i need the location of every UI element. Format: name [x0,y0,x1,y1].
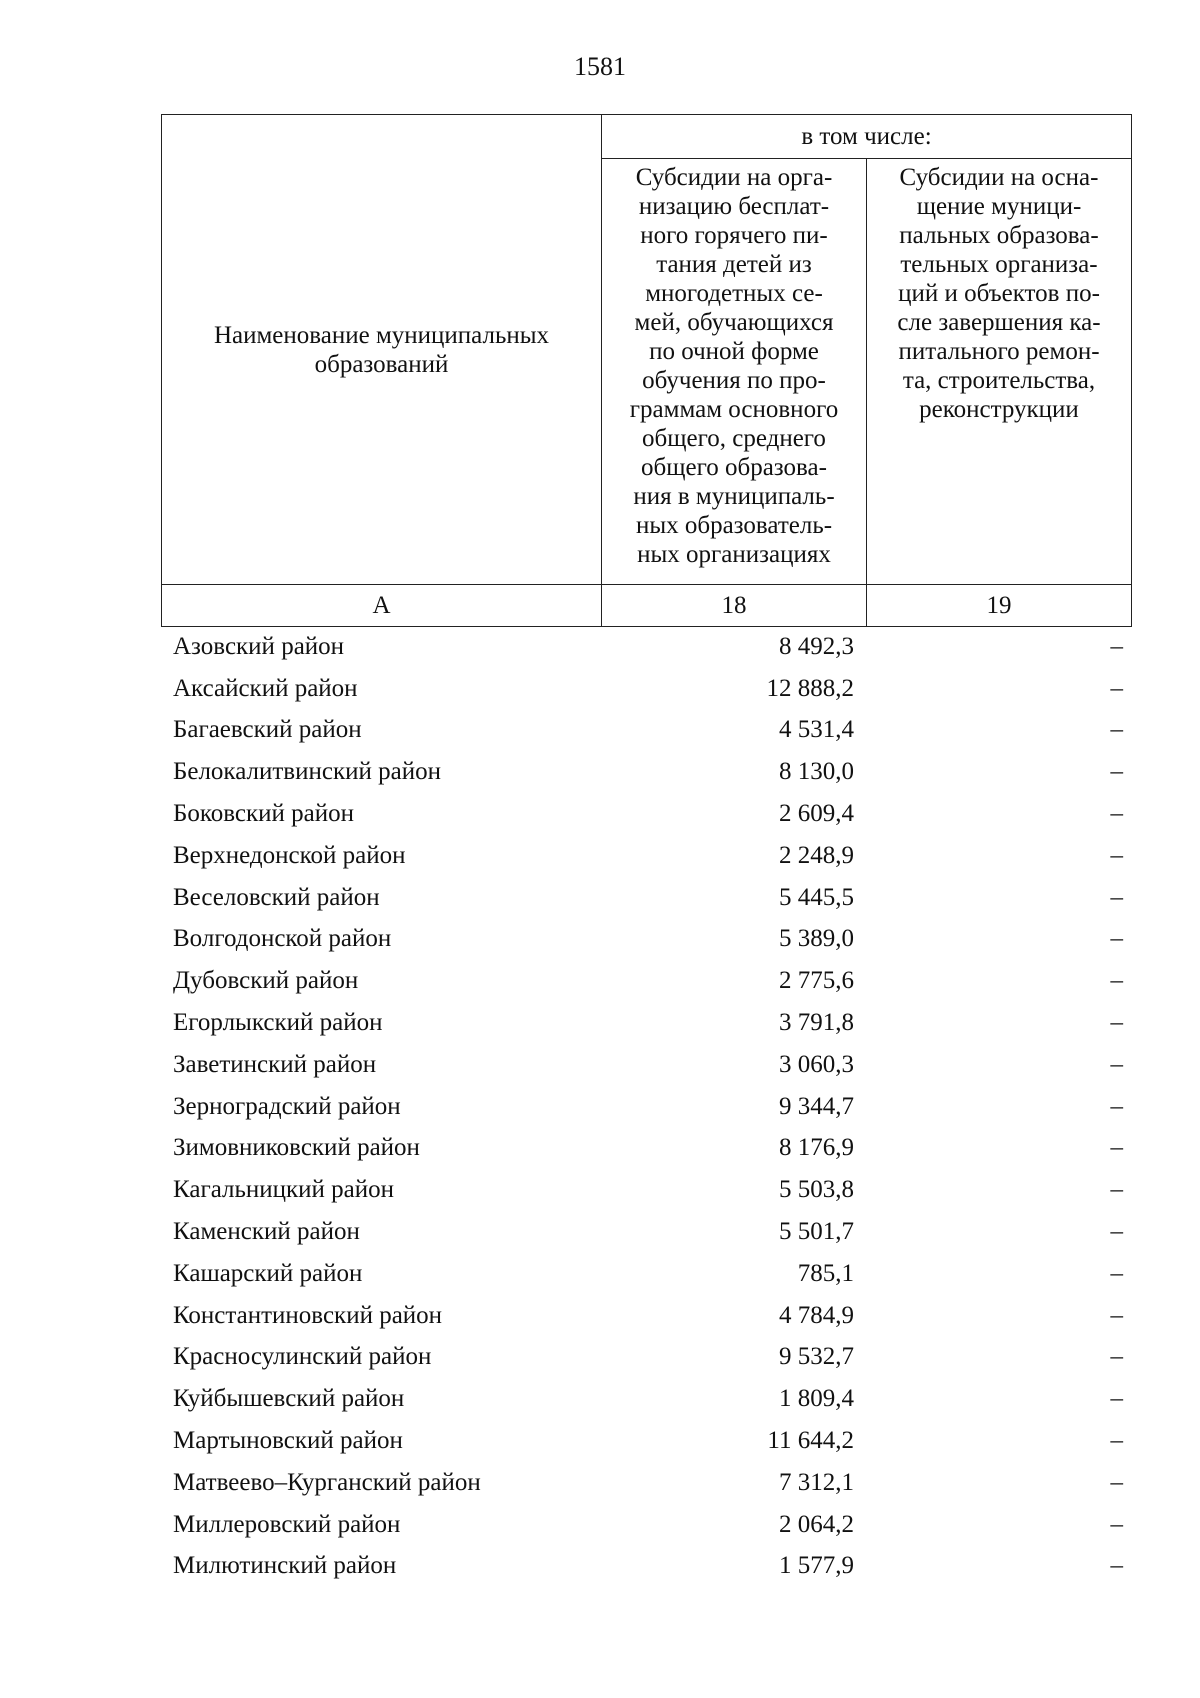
table-row [161,1086,1131,1128]
row-value-18: 9 532,7 [779,1343,854,1371]
row-value-19: – [1110,758,1123,786]
row-value-18: 4 531,4 [779,716,854,744]
row-value-18: 2 064,2 [779,1510,854,1538]
row-value-18: 2 609,4 [779,800,854,828]
table-row [161,1504,1131,1546]
page-number: 1581 [574,52,626,81]
column-index-18: 18 [602,585,867,627]
row-value-19: – [1110,1510,1123,1538]
row-value-18: 8 492,3 [779,632,854,660]
row-name: Аксайский район [173,674,358,702]
row-name: Егорлыкский район [173,1009,383,1037]
row-value-18: 5 389,0 [779,925,854,953]
table-row [161,1253,1131,1295]
row-name: Куйбышевский район [173,1385,405,1413]
column-index-a: А [162,585,602,627]
row-value-19: – [1110,674,1123,702]
row-value-19: – [1110,800,1123,828]
row-name: Миллеровский район [173,1510,401,1538]
row-value-18: 11 644,2 [767,1427,854,1455]
row-value-19: – [1110,1009,1123,1037]
row-name: Зимовниковский район [173,1134,420,1162]
row-name: Белокалитвинский район [173,758,441,786]
row-value-19: – [1110,632,1123,660]
row-name: Багаевский район [173,716,362,744]
column-index-19: 19 [867,585,1132,627]
table-row [161,1337,1131,1379]
row-name: Каменский район [173,1218,360,1246]
row-name: Веселовский район [173,883,380,911]
row-name: Азовский район [173,632,345,660]
table-row [161,1420,1131,1462]
column-group-header: в том числе: [602,115,1132,159]
row-value-18: 785,1 [797,1259,854,1287]
table-row [161,793,1131,835]
row-value-19: – [1110,1343,1123,1371]
row-name: Кашарский район [173,1259,363,1287]
row-value-18: 5 503,8 [779,1176,854,1204]
row-value-18: 7 312,1 [779,1468,854,1496]
column-header-name: Наименование муниципальных образований [162,115,602,585]
row-value-19: – [1110,1218,1123,1246]
row-value-19: – [1110,1176,1123,1204]
table-row [161,919,1131,961]
row-value-19: – [1110,1468,1123,1496]
table-row [161,877,1131,919]
row-value-18: 2 775,6 [779,967,854,995]
table-row [161,1462,1131,1504]
row-name: Кагальницкий район [173,1176,395,1204]
row-name: Мартыновский район [173,1427,403,1455]
column-header-18: Субсидии на орга- низацию бесплат- ного горячего пи- тания детей из многодетных се- мей, обучающихся по очной форме обучения по про- граммам основного общего, среднего общего образова- ния в муниципаль- ных образователь- ных организациях [602,159,867,585]
table-row [161,1128,1131,1170]
row-value-19: – [1110,1301,1123,1329]
row-value-19: – [1110,1134,1123,1162]
table-header [161,114,1132,627]
row-value-18: 9 344,7 [779,1092,854,1120]
row-name: Матвеево–Курганский район [173,1468,481,1496]
row-value-19: – [1110,1427,1123,1455]
row-value-19: – [1110,1050,1123,1078]
row-name: Заветинский район [173,1050,377,1078]
row-value-19: – [1110,716,1123,744]
row-name: Волгодонской район [173,925,392,953]
row-name: Милютинский район [173,1552,397,1580]
row-value-19: – [1110,883,1123,911]
table-body [161,626,1131,1587]
row-value-18: 8 176,9 [779,1134,854,1162]
row-value-18: 12 888,2 [766,674,854,702]
row-value-18: 8 130,0 [779,758,854,786]
row-name: Верхнедонской район [173,841,406,869]
table-row [161,1002,1131,1044]
column-header-19: Субсидии на осна- щение муници- пальных образова- тельных организа- ций и объектов по- сле завершения ка- питального ремон- та, строительства, реконструкции [867,159,1132,585]
row-name: Красносулинский район [173,1343,432,1371]
table-row [161,1378,1131,1420]
row-value-18: 1 577,9 [779,1552,854,1580]
row-name: Дубовский район [173,967,359,995]
row-value-18: 4 784,9 [779,1301,854,1329]
row-value-18: 5 501,7 [779,1218,854,1246]
table-row [161,960,1131,1002]
row-value-19: – [1110,1092,1123,1120]
row-name: Константиновский район [173,1301,443,1329]
row-value-18: 3 060,3 [779,1050,854,1078]
table-row [161,751,1131,793]
table-row [161,710,1131,752]
row-value-19: – [1110,967,1123,995]
row-value-18: 1 809,4 [779,1385,854,1413]
row-value-19: – [1110,1385,1123,1413]
table-row [161,1546,1131,1588]
table-row [161,626,1131,668]
table-row [161,1295,1131,1337]
row-value-19: – [1110,925,1123,953]
row-name: Зерноградский район [173,1092,401,1120]
row-value-18: 5 445,5 [779,883,854,911]
row-value-19: – [1110,841,1123,869]
table-row [161,1211,1131,1253]
table-row [161,835,1131,877]
row-value-18: 3 791,8 [779,1009,854,1037]
row-value-19: – [1110,1259,1123,1287]
table-row [161,668,1131,710]
row-value-19: – [1110,1552,1123,1580]
row-name: Боковский район [173,800,354,828]
table-row [161,1169,1131,1211]
row-value-18: 2 248,9 [779,841,854,869]
table-row [161,1044,1131,1086]
